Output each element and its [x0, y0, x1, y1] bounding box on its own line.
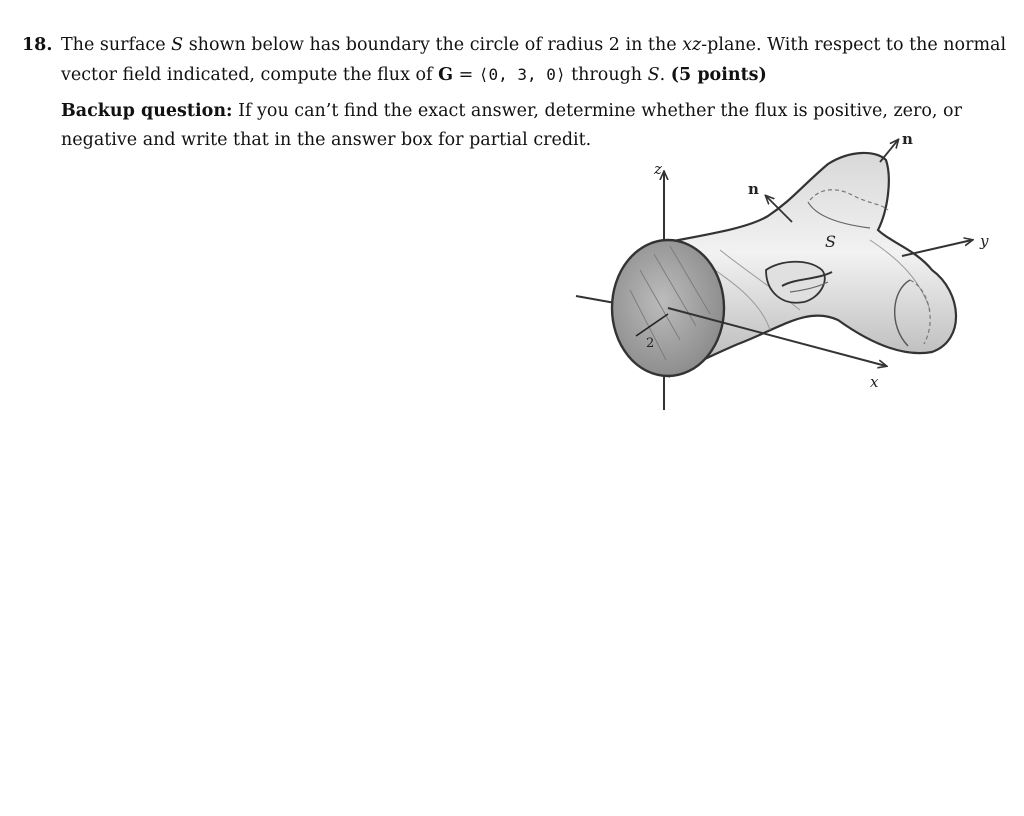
y-axis — [902, 240, 972, 256]
problem-number: 18. — [22, 35, 53, 55]
radius-label: 2 — [646, 336, 655, 351]
surface-figure — [570, 130, 990, 420]
surface-diagram — [570, 130, 990, 420]
surface-label: S — [825, 232, 836, 251]
normal-label-left: n — [748, 180, 759, 198]
backup-label: Backup question: — [61, 101, 233, 121]
normal-label-right: n — [902, 130, 913, 148]
points-label: (5 points) — [670, 65, 767, 85]
z-axis-label: z — [654, 160, 662, 178]
x-axis-label: x — [870, 373, 879, 391]
problem-statement: The surface S shown below has boundary the circle of radius 2 in the xz-plane. With respect to the normal vector field indicated, compute the flux of G = ⟨0, 3, 0⟩ through S. (5 points) — [61, 35, 1007, 85]
backup-text: If you can’t find the exact answer, determine whether the flux is positive, zero, or negative and write that in the answer box for partial credit. — [61, 101, 962, 150]
y-axis-label: y — [980, 232, 989, 250]
normal-arrow-right — [880, 140, 898, 162]
